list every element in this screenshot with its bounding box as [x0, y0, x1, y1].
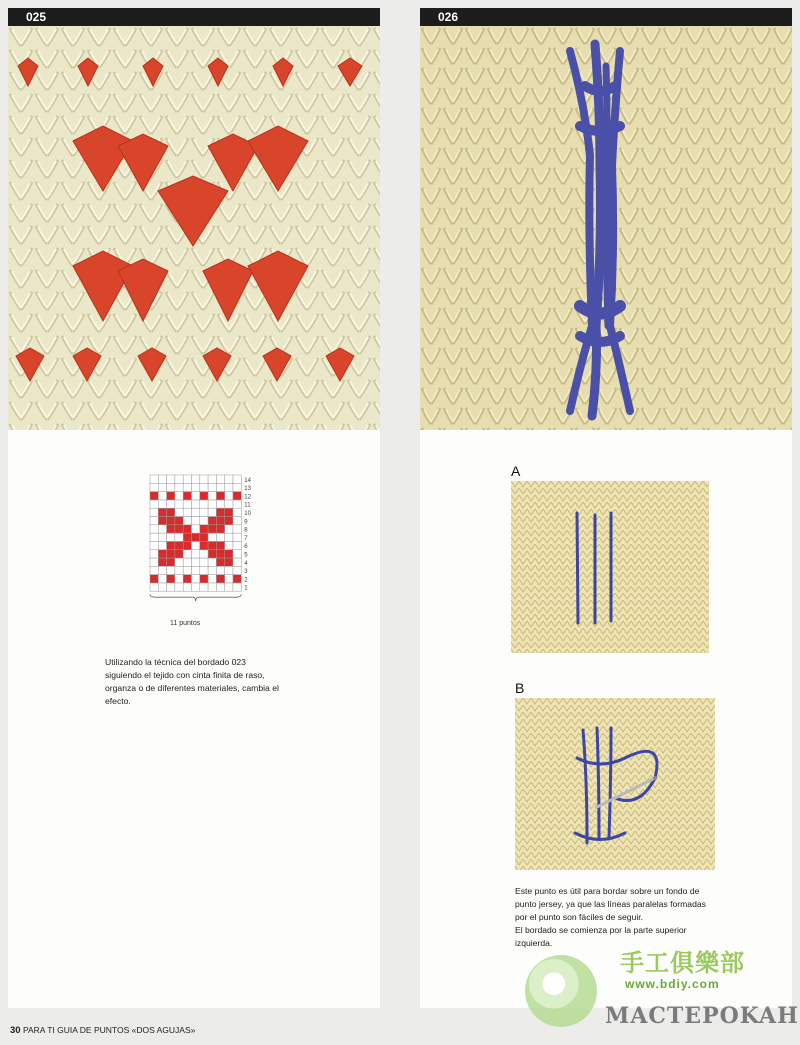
chart-cell [192, 500, 200, 508]
chart-cell [158, 550, 166, 558]
watermark-logo-icon [525, 955, 597, 1027]
chart-cell [150, 483, 158, 491]
watermark-line3: MACTEPOKAH [605, 1003, 799, 1029]
chart-cell [175, 483, 183, 491]
stitch-number-025: 025 [8, 8, 380, 26]
chart-cell [183, 558, 191, 566]
chart-row-number: 2 [244, 577, 248, 584]
chart-cell [225, 500, 233, 508]
chart-cell [158, 500, 166, 508]
chart-cell [192, 566, 200, 574]
stitch-number-026: 026 [420, 8, 792, 26]
chart-cell [216, 508, 224, 516]
diagram-b-wrapping-stitch [515, 698, 715, 870]
chart-cell [158, 525, 166, 533]
chart-cell [192, 533, 200, 541]
chart-cell [200, 483, 208, 491]
chart-cell [150, 492, 158, 500]
chart-cell [175, 575, 183, 583]
chart-cell [208, 483, 216, 491]
chart-cell [183, 492, 191, 500]
chart-cell [150, 533, 158, 541]
chart-cell [200, 500, 208, 508]
chart-cell [150, 475, 158, 483]
chart-cell [150, 508, 158, 516]
chart-caption: 11 puntos [170, 620, 201, 627]
chart-cell [233, 541, 241, 549]
chart-cell [167, 558, 175, 566]
chart-row-number: 10 [244, 511, 251, 517]
chart-cell [175, 500, 183, 508]
chart-cell [200, 558, 208, 566]
chart-cell [208, 550, 216, 558]
chart-cell [150, 575, 158, 583]
chart-cell [175, 517, 183, 525]
chart-cell [150, 558, 158, 566]
chart-cell [167, 500, 175, 508]
chart-bracket [150, 594, 241, 601]
chart-cell [150, 500, 158, 508]
chart-cell [225, 533, 233, 541]
chart-cell [150, 525, 158, 533]
chart-cell [216, 583, 224, 591]
chart-cell [158, 475, 166, 483]
chart-cell [192, 492, 200, 500]
chart-cell [150, 583, 158, 591]
chart-cell [233, 517, 241, 525]
watermark [570, 935, 799, 1040]
chart-cell [175, 566, 183, 574]
chart-cell [183, 475, 191, 483]
chart-cell [200, 541, 208, 549]
chart-cell [208, 533, 216, 541]
chart-cell [158, 483, 166, 491]
chart-row-number: 6 [244, 544, 248, 551]
chart-cell [158, 492, 166, 500]
chart-cell [183, 533, 191, 541]
chart-cell [192, 583, 200, 591]
chart-cell [167, 525, 175, 533]
chart-cell [216, 575, 224, 583]
chart-cell [175, 508, 183, 516]
chart-cell [208, 525, 216, 533]
chart-row-number: 9 [244, 519, 248, 526]
chart-cell [192, 550, 200, 558]
left-page [8, 8, 380, 1008]
chart-cell [225, 525, 233, 533]
chart-cell [150, 517, 158, 525]
chart-cell [175, 583, 183, 591]
description-026-p1: Este punto es útil para bordar sobre un fondo de punto jersey, ya que las líneas paralelas formadas por el punto son fáciles de seguir. [515, 886, 706, 922]
chart-cell [175, 525, 183, 533]
chart-cell [208, 475, 216, 483]
knitted-photo-026 [420, 26, 792, 430]
chart-cell [200, 575, 208, 583]
chart-cell [216, 533, 224, 541]
knitted-photo-025 [8, 26, 380, 430]
chart-cell [200, 475, 208, 483]
stitch-chart-025 [138, 473, 263, 613]
chart-cell [233, 525, 241, 533]
chart-cell [208, 500, 216, 508]
chart-row-number: 3 [244, 569, 248, 576]
chart-cell [175, 533, 183, 541]
page-number: 30 [10, 1025, 21, 1036]
chart-cell [233, 533, 241, 541]
chart-cell [208, 583, 216, 591]
chart-cell [183, 517, 191, 525]
chart-cell [233, 566, 241, 574]
chart-cell [167, 583, 175, 591]
diagram-a-parallel-stitches [511, 481, 709, 653]
chart-cell [183, 566, 191, 574]
watermark-line1: 手工俱樂部 [620, 949, 745, 977]
chart-cell [225, 566, 233, 574]
chart-cell [208, 541, 216, 549]
chart-cell [200, 533, 208, 541]
chart-cell [167, 541, 175, 549]
chart-cell [158, 575, 166, 583]
chart-cell [183, 500, 191, 508]
chart-cell [192, 475, 200, 483]
chart-cell [175, 550, 183, 558]
knit-embroidery-red-photo [8, 26, 380, 430]
diagram-label-a: A [511, 463, 521, 479]
chart-cell [225, 558, 233, 566]
chart-row-number: 8 [244, 527, 248, 534]
chart-cell [233, 508, 241, 516]
page-footer [10, 1025, 195, 1036]
chart-cell [175, 541, 183, 549]
chart-cell [233, 583, 241, 591]
chart-cell [233, 558, 241, 566]
chart-row-number: 14 [244, 477, 251, 484]
chart-cell [167, 575, 175, 583]
chart-cell [183, 583, 191, 591]
chart-cell [216, 525, 224, 533]
chart-cell [183, 550, 191, 558]
chart-cell [216, 558, 224, 566]
chart-cell [183, 508, 191, 516]
watermark-line2: www.bdiy.com [625, 977, 720, 991]
chart-cell [192, 508, 200, 516]
chart-cell [167, 566, 175, 574]
book-title: PARA TI GUIA DE PUNTOS «DOS AGUJAS» [22, 1025, 196, 1035]
chart-cell [225, 492, 233, 500]
chart-row-number: 4 [244, 560, 248, 567]
chart-cell [183, 483, 191, 491]
chart-cell [183, 575, 191, 583]
chart-row-number: 1 [244, 585, 248, 592]
chart-cell [192, 517, 200, 525]
chart-cell [208, 492, 216, 500]
chart-cell [158, 508, 166, 516]
chart-row-number: 5 [244, 552, 248, 559]
chart-cell [200, 492, 208, 500]
chart-cell [216, 492, 224, 500]
chart-cell [216, 483, 224, 491]
chart-cell [158, 533, 166, 541]
chart-cell [216, 500, 224, 508]
chart-cell [200, 508, 208, 516]
chart-cell [216, 541, 224, 549]
chart-cell [167, 517, 175, 525]
chart-cell [192, 483, 200, 491]
chart-cell [233, 483, 241, 491]
chart-cell [150, 541, 158, 549]
chart-cell [158, 517, 166, 525]
chart-cell [167, 475, 175, 483]
knit-embroidery-blue-photo [420, 26, 792, 430]
description-026-p2: El bordado se comienza por la parte superior izquierda. [515, 925, 687, 948]
chart-cell [216, 566, 224, 574]
right-page [420, 8, 792, 1008]
chart-cell [233, 550, 241, 558]
chart-cell [200, 525, 208, 533]
chart-cell [158, 566, 166, 574]
chart-cell [150, 566, 158, 574]
chart-cell [233, 500, 241, 508]
chart-cell [208, 508, 216, 516]
knitting-chart-grid [138, 473, 263, 608]
chart-cell [233, 575, 241, 583]
chart-cell [192, 541, 200, 549]
chart-row-number: 13 [244, 486, 251, 493]
chart-cell [192, 558, 200, 566]
chart-cell [225, 508, 233, 516]
chart-cell [175, 475, 183, 483]
chart-cell [167, 508, 175, 516]
diagram-label-b: B [515, 680, 525, 696]
chart-cell [216, 517, 224, 525]
chart-cell [200, 583, 208, 591]
chart-cell [150, 550, 158, 558]
chart-cell [158, 583, 166, 591]
chart-cell [200, 517, 208, 525]
chart-cell [208, 575, 216, 583]
chart-cell [233, 475, 241, 483]
chart-cell [167, 492, 175, 500]
chart-cell [225, 475, 233, 483]
chart-cell [225, 483, 233, 491]
chart-cell [183, 541, 191, 549]
chart-cell [225, 541, 233, 549]
chart-cell [167, 533, 175, 541]
chart-row-number: 11 [244, 502, 251, 509]
description-025: Utilizando la técnica del bordado 023 siguiendo el tejido con cinta finita de raso, organza o de diferentes materiales, cambia el efecto. [105, 657, 279, 706]
chart-cell [192, 525, 200, 533]
chart-cell [183, 525, 191, 533]
chart-cell [208, 558, 216, 566]
chart-cell [158, 558, 166, 566]
chart-row-number: 12 [244, 494, 251, 501]
chart-cell [225, 517, 233, 525]
chart-cell [167, 483, 175, 491]
chart-cell [225, 583, 233, 591]
chart-cell [175, 558, 183, 566]
chart-cell [167, 550, 175, 558]
chart-cell [225, 550, 233, 558]
chart-cell [233, 492, 241, 500]
chart-cell [216, 475, 224, 483]
chart-cell [208, 517, 216, 525]
chart-row-number: 7 [244, 535, 248, 542]
chart-cell [200, 566, 208, 574]
chart-cell [208, 566, 216, 574]
chart-cell [192, 575, 200, 583]
chart-cell [200, 550, 208, 558]
chart-cell [216, 550, 224, 558]
chart-cell [225, 575, 233, 583]
chart-cell [175, 492, 183, 500]
chart-cell [158, 541, 166, 549]
